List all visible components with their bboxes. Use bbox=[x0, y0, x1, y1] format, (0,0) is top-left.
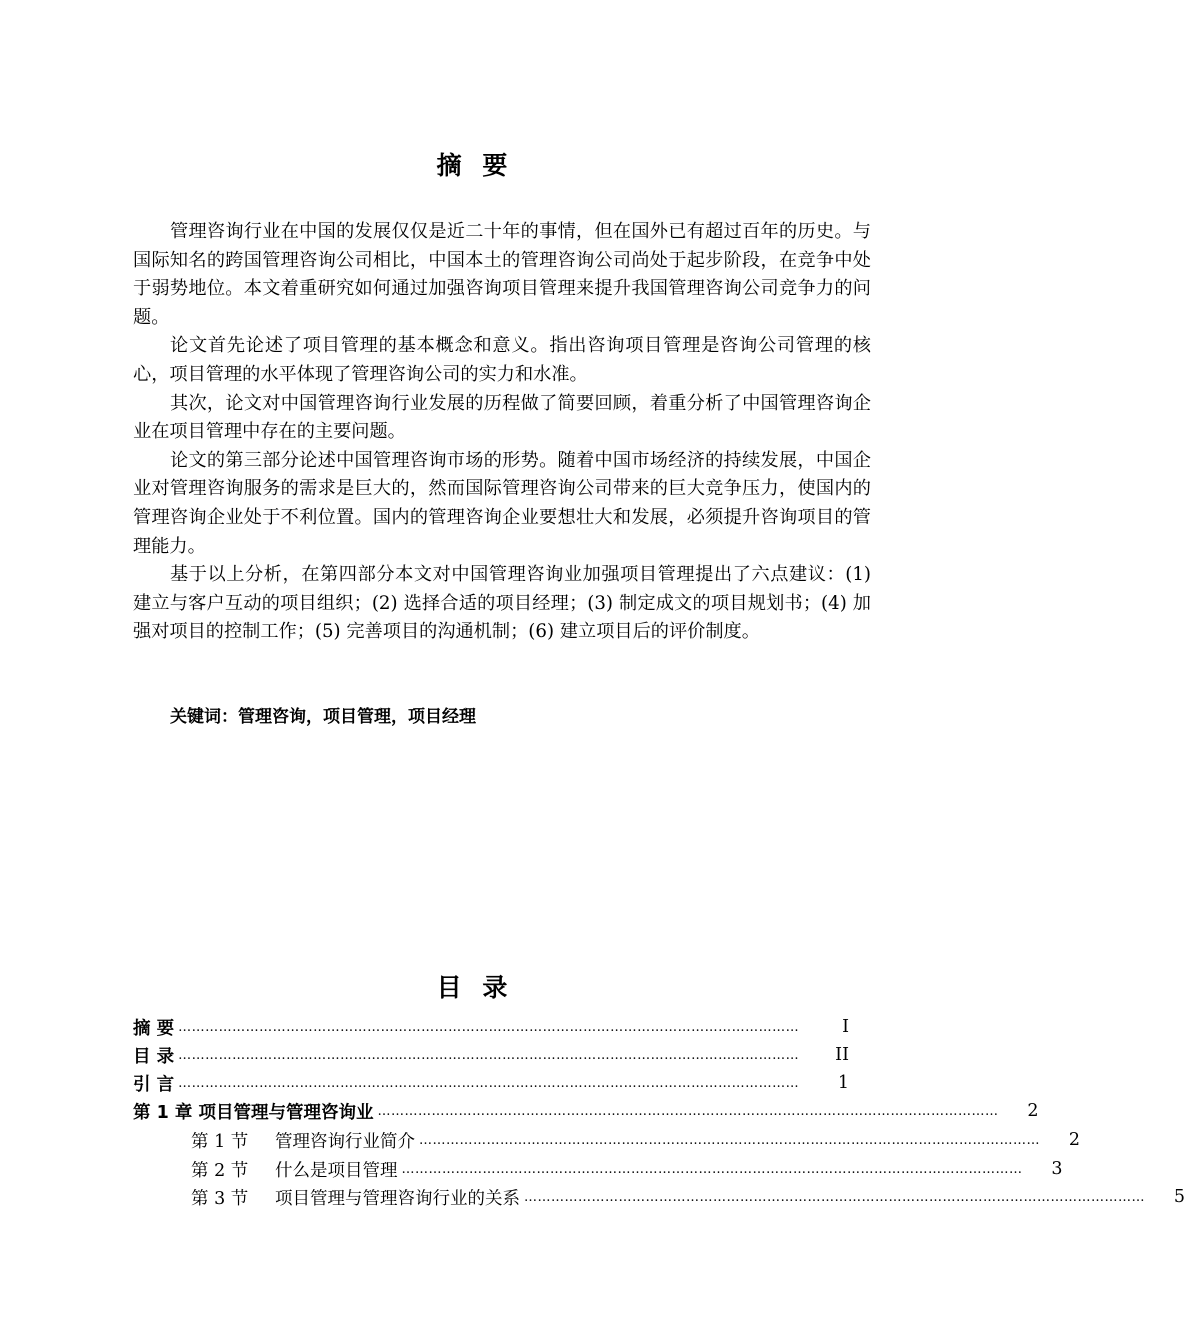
toc-page-number: 2 bbox=[1068, 1130, 1080, 1150]
toc-entry-label bbox=[191, 1128, 419, 1153]
toc-section-title: 管理咨询行业简介 bbox=[275, 1131, 415, 1152]
toc-entry-label bbox=[191, 1157, 402, 1182]
toc-dot-leader: ………………………………………………………………………………………………………………………… bbox=[419, 1132, 1040, 1148]
toc-entry-section-1[interactable] bbox=[191, 1126, 1080, 1154]
toc-entry-introduction[interactable] bbox=[133, 1069, 849, 1097]
toc-page-number: II bbox=[835, 1045, 849, 1065]
toc-entry-section-3[interactable] bbox=[191, 1183, 1185, 1211]
toc-entry-section-2[interactable] bbox=[191, 1155, 1063, 1183]
toc-dot-leader: ………………………………………………………………………………………………………………………… bbox=[178, 1075, 800, 1091]
toc-dot-leader: ………………………………………………………………………………………………………………………… bbox=[377, 1103, 999, 1119]
toc-entry-label: 摘 要 bbox=[133, 1018, 175, 1039]
toc-entry-label: 目 录 bbox=[133, 1046, 175, 1067]
toc-section-number: 第 1 节 bbox=[191, 1131, 249, 1152]
abstract-body bbox=[133, 218, 871, 647]
toc-section-title: 什么是项目管理 bbox=[275, 1160, 398, 1181]
toc-page-number: 1 bbox=[837, 1073, 849, 1093]
toc-section-title: 项目管理与管理咨询行业的关系 bbox=[275, 1188, 520, 1209]
toc-title: 目 录 bbox=[436, 973, 514, 1002]
abstract-paragraph: 其次，论文对中国管理咨询行业发展的历程做了简要回顾，着重分析了中国管理咨询企业在项目管理中存在的主要问题。 bbox=[133, 392, 871, 443]
keywords: 关键词：管理咨询，项目管理，项目经理 bbox=[170, 707, 476, 727]
abstract-paragraph: 管理咨询行业在中国的发展仅仅是近二十年的事情，但在国外已有超过百年的历史。与国际知名的跨国管理咨询公司相比，中国本土的管理咨询公司尚处于起步阶段，在竞争中处于弱势地位。本文着重研究如何通过加强咨询项目管理来提升我国管理咨询公司竞争力的问题。 bbox=[133, 221, 871, 328]
toc-entry-abstract[interactable] bbox=[133, 1013, 849, 1041]
toc-dot-leader: ………………………………………………………………………………………………………………………… bbox=[178, 1019, 800, 1035]
toc-entry-contents[interactable] bbox=[133, 1041, 849, 1069]
toc-page-number: 5 bbox=[1173, 1187, 1185, 1207]
abstract-paragraph: 基于以上分析，在第四部分本文对中国管理咨询业加强项目管理提出了六点建议：(1) 建立与客户互动的项目组织；(2) 选择合适的项目经理；(3) 制定成文的项目规划书；(4) 加强对项目的控制工作；(5) 完善项目的沟通机制；(6) 建立项目后的评价制度。 bbox=[133, 564, 871, 643]
toc-entry-label bbox=[191, 1185, 524, 1210]
abstract-paragraph: 论文首先论述了项目管理的基本概念和意义。指出咨询项目管理是咨询公司管理的核心，项目管理的水平体现了管理咨询公司的实力和水准。 bbox=[133, 335, 871, 385]
toc-entry-label: 第 1 章 项目管理与管理咨询业 bbox=[133, 1102, 374, 1123]
toc-dot-leader: ………………………………………………………………………………………………………………………… bbox=[401, 1161, 1023, 1177]
toc-dot-leader: ………………………………………………………………………………………………………………………… bbox=[178, 1047, 800, 1063]
toc-entry-chapter-1[interactable] bbox=[133, 1097, 1039, 1125]
abstract-paragraph: 论文的第三部分论述中国管理咨询市场的形势。随着中国市场经济的持续发展，中国企业对管理咨询服务的需求是巨大的，然而国际管理咨询公司带来的巨大竞争压力，使国内的管理咨询企业处于不利位置。国内的管理咨询企业要想壮大和发展，必须提升咨询项目的管理能力。 bbox=[133, 449, 871, 557]
toc-page-number: 3 bbox=[1051, 1159, 1063, 1179]
toc-page-number: I bbox=[842, 1017, 849, 1037]
toc-dot-leader: ………………………………………………………………………………………………………………………… bbox=[524, 1189, 1145, 1205]
toc-entry-label: 引 言 bbox=[133, 1074, 175, 1095]
toc-section-number: 第 3 节 bbox=[191, 1188, 249, 1209]
toc-page-number: 2 bbox=[1027, 1101, 1039, 1121]
abstract-title: 摘 要 bbox=[436, 151, 514, 180]
toc-section-number: 第 2 节 bbox=[191, 1160, 249, 1181]
